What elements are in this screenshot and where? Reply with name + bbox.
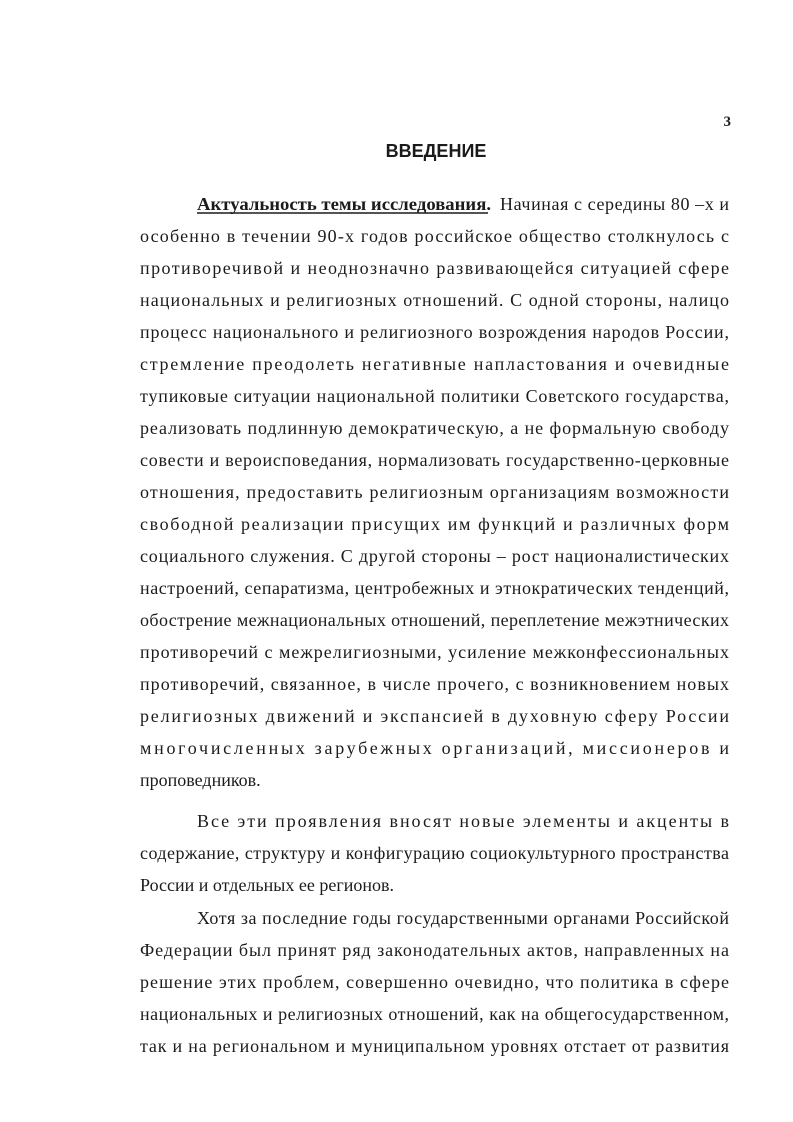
paragraph-line: реализовать подлинную демократическую, а не формальную свободу	[140, 418, 729, 438]
paragraph-1	[140, 226, 729, 790]
paragraph-line: тупиковые ситуации национальной политики Советского государства,	[140, 386, 729, 406]
paragraph-line: обострение межнациональных отношений, переплетение межэтнических	[140, 610, 729, 630]
paragraph-line: свободной реализации присущих им функций и различных форм	[140, 514, 729, 534]
paragraph-line: противоречивой и неоднозначно развивающейся ситуацией сфере	[140, 258, 729, 278]
paragraph-line: стремление преодолеть негативные напластования и очевидные	[140, 354, 729, 374]
paragraph-line: Хотя за последние годы государственными органами Российской	[197, 908, 729, 928]
page-number: 3	[723, 114, 731, 130]
paragraph-line: процесс национального и религиозного возрождения народов России,	[140, 322, 730, 342]
paragraph-line: многочисленных зарубежных организаций, миссионеров и	[140, 738, 729, 758]
paragraph-line: решение этих проблем, совершенно очевидно, что политика в сфере	[140, 972, 730, 992]
paragraph-line: национальных и религиозных отношений. С одной стороны, налицо	[140, 290, 729, 310]
paragraph-line: проповедников.	[140, 770, 261, 790]
paragraph-line: религиозных движений и экспансией в духовную сферу России	[140, 706, 729, 726]
paragraph-2	[140, 811, 729, 895]
paragraph-line: социального служения. С другой стороны – рост националистических	[140, 546, 729, 566]
intro-rest: Начиная с середины 80 –х и	[500, 194, 729, 214]
paragraph-line: России и отдельных ее регионов.	[140, 875, 394, 895]
paragraph-line: Все эти проявления вносят новые элементы и акценты в	[197, 811, 730, 831]
paragraph-line: так и на региональном и муниципальном уровнях отстает от развития	[140, 1036, 729, 1056]
paragraph-line: содержание, структуру и конфигурацию социокультурного пространства	[140, 843, 729, 863]
paragraph-line: особенно в течении 90-х годов российское общество столкнулось с	[140, 226, 729, 246]
paragraph-line: Федерации был принят ряд законодательных актов, направленных на	[140, 940, 729, 960]
paragraph-line: противоречий, связанное, в числе прочего, с возникновением новых	[140, 674, 730, 694]
intro-lead: Актуальность темы исследования.	[197, 194, 491, 214]
paragraph-3	[140, 908, 729, 1056]
paragraph-line: совести и вероисповедания, нормализовать государственно-церковные	[140, 450, 729, 470]
paragraph-line: национальных и религиозных отношений, как на общегосударственном,	[140, 1004, 729, 1024]
paragraph-line: противоречий с межрелигиозными, усиление межконфессиональных	[140, 642, 729, 662]
paragraph-line: настроений, сепаратизма, центробежных и этнократических тенденций,	[140, 578, 729, 598]
paragraph-line: отношения, предоставить религиозным организациям возможности	[140, 482, 729, 502]
page-heading: ВВЕДЕНИЕ	[385, 141, 487, 161]
